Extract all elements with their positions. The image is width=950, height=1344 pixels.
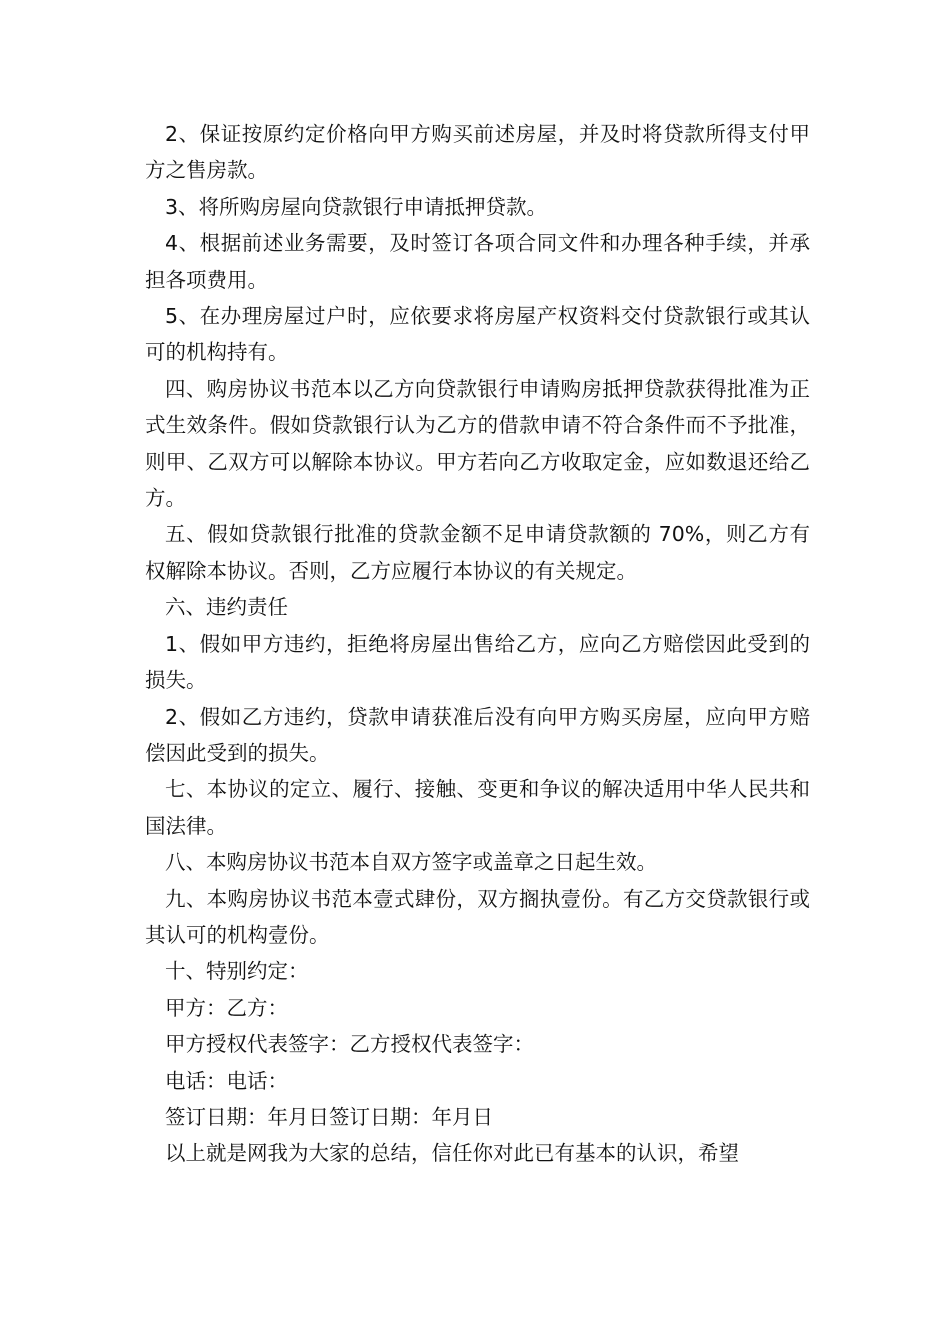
- paragraph-breach-party-a: 1、假如甲方违约，拒绝将房屋出售给乙方，应向乙方赔偿因此受到的损失。: [145, 631, 810, 693]
- paragraph-section-7-governing-law: 七、本协议的定立、履行、接触、变更和争议的解决适用中华人民共和国法律。: [145, 777, 810, 838]
- paragraph-closing-summary: 以上就是网我为大家的总结，信任你对此已有基本的认识，希望: [165, 1141, 739, 1166]
- paragraph-clause-4-procedures: 4、根据前述业务需要，及时签订各项合同文件和办理各种手续，并承担各项费用。: [145, 231, 810, 292]
- signature-representatives-line: 甲方授权代表签字：乙方授权代表签字：: [165, 1032, 534, 1057]
- heading-section-6-breach: 六、违约责任: [165, 595, 288, 620]
- paragraph-section-4-effective-condition: 四、购房协议书范本以乙方向贷款银行申请购房抵押贷款获得批准为正式生效条件。假如贷款银行认为乙方的借款申请不符合条件而不予批准，则甲、乙双方可以解除本协议。甲方若向乙方收取定金，应如数退还给乙方。: [145, 376, 810, 511]
- paragraph-section-5-loan-amount: 五、假如贷款银行批准的贷款金额不足申请贷款额的 70%，则乙方有权解除本协议。否则，乙方应履行本协议的有关规定。: [145, 522, 810, 583]
- paragraph-clause-3-mortgage: 3、将所购房屋向贷款银行申请抵押贷款。: [165, 194, 548, 219]
- signature-date-line: 签订日期：年月日签订日期：年月日: [165, 1104, 493, 1129]
- document-body: [145, 116, 810, 1172]
- paragraph-breach-party-b: 2、假如乙方违约，贷款申请获准后没有向甲方购买房屋，应向甲方赔偿因此受到的损失。: [145, 704, 810, 765]
- heading-section-10-special-terms: 十、特别约定：: [165, 959, 309, 984]
- paragraph-section-8-effective-date: 八、本购房协议书范本自双方签字或盖章之日起生效。: [165, 850, 657, 875]
- paragraph-clause-5-title-transfer: 5、在办理房屋过户时，应依要求将房屋产权资料交付贷款银行或其认可的机构持有。: [145, 304, 810, 365]
- paragraph-section-9-copies: 九、本购房协议书范本壹式肆份，双方搁执壹份。有乙方交贷款银行或其认可的机构壹份。: [145, 886, 810, 947]
- signature-phone-line: 电话：电话：: [165, 1068, 288, 1093]
- paragraph-clause-2-purchase: 2、保证按原约定价格向甲方购买前述房屋，并及时将贷款所得支付甲方之售房款。: [145, 122, 810, 183]
- signature-parties-line: 甲方：乙方：: [165, 995, 288, 1020]
